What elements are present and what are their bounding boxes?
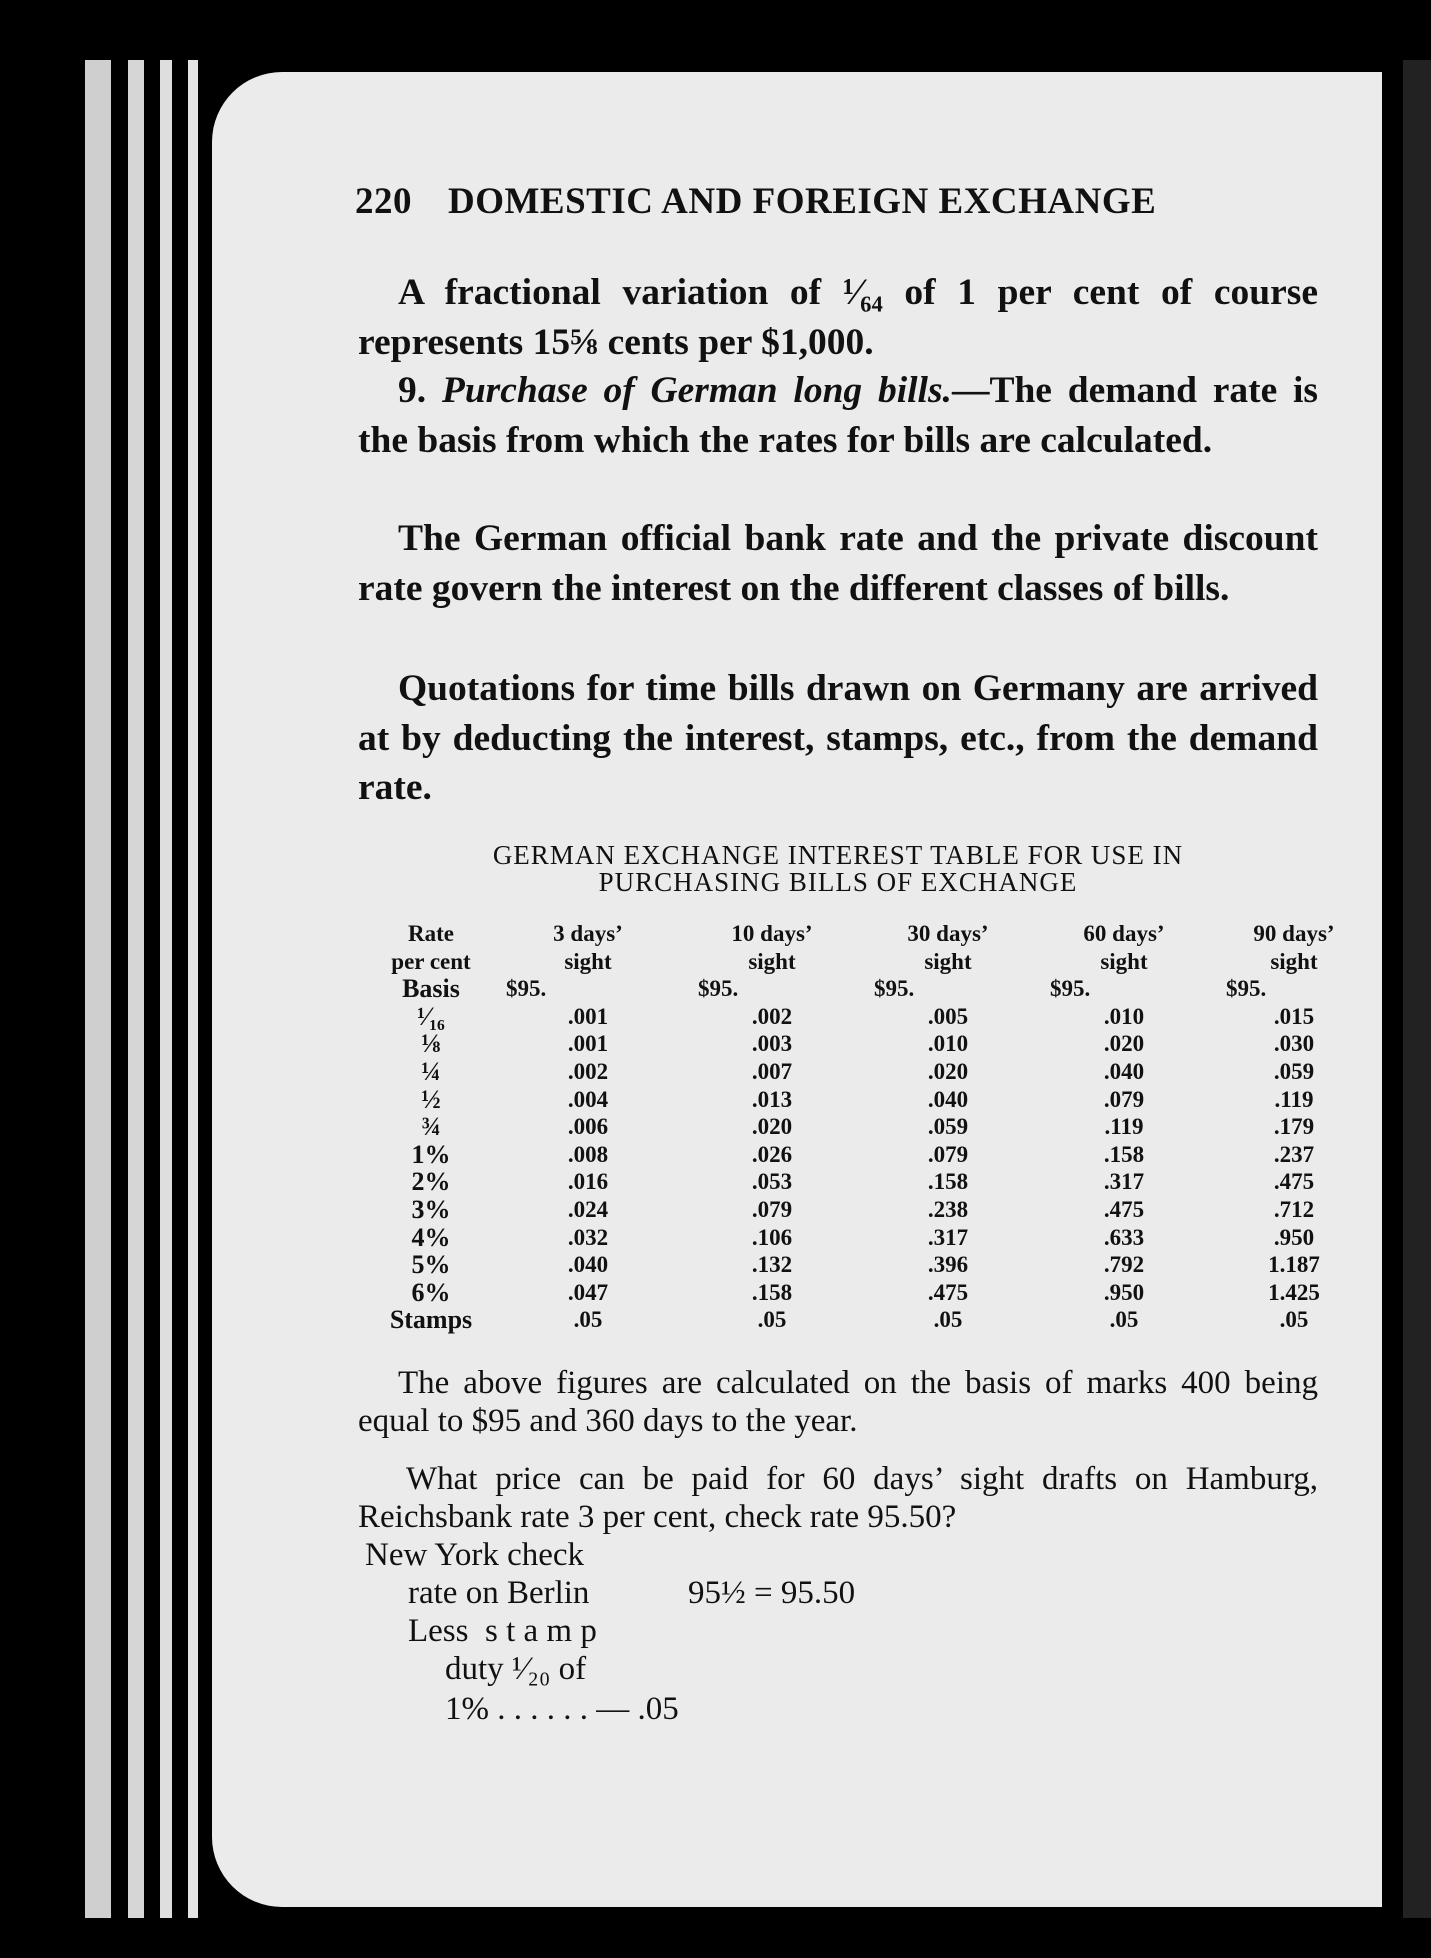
table-cell: 60 days’ [1083, 921, 1165, 946]
calc-value: 95½ = 95.50 [688, 1575, 856, 1611]
table-cell: sight [1100, 948, 1148, 974]
table-cell: 1.187 [1268, 1252, 1320, 1278]
page-number: 220 [355, 181, 412, 222]
table-row [370, 1030, 1376, 1058]
table-cell: .179 [1273, 1114, 1315, 1140]
table-row [370, 1058, 1376, 1086]
table-row [370, 1306, 1376, 1334]
table-cell: .079 [751, 1196, 793, 1222]
calc-line: New York check [365, 1537, 585, 1573]
table-cell: .059 [927, 1114, 969, 1140]
table-row [370, 1168, 1376, 1196]
table-row [370, 1086, 1376, 1114]
table-cell: .024 [567, 1196, 609, 1222]
row-label: Stamps [389, 1305, 473, 1335]
table-cell: .950 [1103, 1279, 1145, 1305]
row-label: per cent [391, 948, 471, 974]
table-cell: .040 [927, 1086, 969, 1112]
table-cell: .053 [751, 1169, 793, 1195]
interest-table [370, 920, 1376, 1334]
paragraph: 9. Purchase of German long bills.—The demand rate is the basis from which the rates for bills are calculated. [358, 370, 1319, 461]
book-edge [160, 60, 172, 1918]
table-cell: 30 days’ [907, 921, 989, 946]
table-cell: .030 [1273, 1031, 1315, 1057]
table-cell: .05 [573, 1307, 603, 1333]
table-cell: .317 [927, 1224, 969, 1250]
table-cell: .032 [567, 1224, 609, 1250]
row-label: Basis [402, 974, 460, 1004]
table-cell: .002 [567, 1058, 609, 1084]
table-cell: .238 [927, 1196, 969, 1222]
table-cell: sight [748, 948, 796, 974]
table-title: GERMAN EXCHANGE INTEREST TABLE FOR USE IN PURCHASING BILLS OF EXCHANGE [492, 840, 1184, 897]
table-cell: .003 [751, 1031, 793, 1057]
table-row [370, 1224, 1376, 1252]
table-cell: .079 [1103, 1086, 1145, 1112]
section-heading: Purchase of German long bills. [441, 370, 952, 411]
running-title: DOMESTIC AND FOREIGN EXCHANGE [448, 181, 1157, 222]
book-edge [188, 60, 198, 1918]
paragraph: Quotations for time bills drawn on Germany are arrived at by deducting the interest, stamps, etc., from the demand rate. [358, 668, 1318, 808]
table-cell: .158 [751, 1279, 793, 1305]
table-cell: .079 [927, 1141, 969, 1167]
question: What price can be paid for 60 days’ sight drafts on Hamburg, Reichsbank rate 3 per cent, check rate 95.50? [358, 1461, 1318, 1535]
table-cell: .013 [751, 1086, 793, 1112]
table-cell: .05 [933, 1307, 963, 1333]
table-header-row [370, 920, 1376, 948]
table-cell: $95. [874, 976, 915, 1002]
table-cell: .040 [1103, 1058, 1145, 1084]
table-row [370, 1003, 1376, 1031]
table-header-row [370, 948, 1376, 976]
row-label: 4% [411, 1222, 451, 1252]
row-label: 3% [411, 1194, 451, 1224]
table-cell: $95. [1050, 976, 1091, 1002]
table-cell: .026 [751, 1141, 793, 1167]
table-row [370, 1196, 1376, 1224]
table-cell: .016 [567, 1169, 609, 1195]
table-cell: 10 days’ [731, 921, 813, 946]
table-note: The above figures are calculated on the basis of marks 400 being equal to $95 and 360 days to the year. [358, 1365, 1318, 1439]
table-cell: .010 [927, 1031, 969, 1057]
calc-line: 1% . . . . . . — .05 [445, 1691, 679, 1727]
table-cell: .119 [1274, 1086, 1314, 1112]
table-cell: .010 [1103, 1003, 1145, 1029]
table-cell: .002 [751, 1003, 793, 1029]
row-label: 2% [411, 1167, 451, 1197]
table-cell: 3 days’ [553, 921, 623, 946]
table-cell: .792 [1103, 1252, 1145, 1278]
table-cell: .006 [567, 1114, 609, 1140]
table-cell: .475 [1273, 1169, 1315, 1195]
row-label: ½ [421, 1084, 441, 1114]
table-cell: .132 [751, 1252, 793, 1278]
row-label: ¼ [421, 1056, 441, 1086]
paragraph: A fractional variation of ¹⁄₆₄ of 1 per cent of course represents 15⅝ cents per $1,000. [358, 272, 1318, 363]
table-cell: .020 [927, 1058, 969, 1084]
table-cell: .020 [1103, 1031, 1145, 1057]
table-cell: .712 [1273, 1196, 1315, 1222]
table-cell: .007 [751, 1058, 793, 1084]
book-spine [1403, 60, 1431, 1918]
table-basis-row [370, 975, 1376, 1003]
row-label: 5% [411, 1250, 451, 1280]
table-cell: .05 [1109, 1307, 1139, 1333]
table-cell: .158 [1103, 1141, 1145, 1167]
calc-line: rate on Berlin [408, 1575, 590, 1611]
table-cell: .047 [567, 1279, 609, 1305]
calc-line: Less s t a m p [408, 1613, 597, 1649]
paragraph: The German official bank rate and the private discount rate govern the interest on the different classes of bills. [358, 518, 1318, 609]
row-label: ¾ [421, 1112, 441, 1142]
table-cell: 90 days’ [1253, 921, 1335, 946]
table-row [370, 1113, 1376, 1141]
calc-line: duty ¹⁄₂₀ of [445, 1651, 587, 1687]
table-cell: .015 [1273, 1003, 1315, 1029]
table-row [370, 1251, 1376, 1279]
table-cell: $95. [698, 976, 739, 1002]
table-cell: .004 [567, 1086, 609, 1112]
table-cell: .05 [1279, 1307, 1309, 1333]
table-cell: .317 [1103, 1169, 1145, 1195]
row-label: ⅛ [421, 1029, 441, 1059]
table-cell: sight [924, 948, 972, 974]
table-cell: .05 [757, 1307, 787, 1333]
row-label: ¹⁄₁₆ [417, 1001, 445, 1031]
table-cell: .059 [1273, 1058, 1315, 1084]
running-header [355, 180, 1215, 223]
table-cell: $95. [506, 976, 547, 1002]
table-row [370, 1279, 1376, 1307]
book-edge [85, 60, 111, 1918]
table-cell: .020 [751, 1114, 793, 1140]
table-cell: .475 [927, 1279, 969, 1305]
table-cell: .106 [751, 1224, 793, 1250]
table-cell: sight [1270, 948, 1318, 974]
table-cell: 1.425 [1268, 1279, 1320, 1305]
table-row [370, 1141, 1376, 1169]
table-cell: .237 [1273, 1141, 1315, 1167]
table-cell: .633 [1103, 1224, 1145, 1250]
row-label: 6% [411, 1277, 451, 1307]
table-cell: .119 [1104, 1114, 1144, 1140]
table-cell: .950 [1273, 1224, 1315, 1250]
table-cell: $95. [1226, 976, 1267, 1002]
table-cell: .001 [567, 1031, 609, 1057]
table-cell: .005 [927, 1003, 969, 1029]
row-label: 1% [411, 1139, 451, 1169]
book-edge [128, 60, 144, 1918]
table-cell: .001 [567, 1003, 609, 1029]
table-cell: sight [564, 948, 612, 974]
row-label: Rate [408, 921, 454, 946]
table-cell: .475 [1103, 1196, 1145, 1222]
table-cell: .158 [927, 1169, 969, 1195]
table-cell: .040 [567, 1252, 609, 1278]
table-cell: .008 [567, 1141, 609, 1167]
table-cell: .396 [927, 1252, 969, 1278]
section-number: 9. [398, 370, 442, 411]
